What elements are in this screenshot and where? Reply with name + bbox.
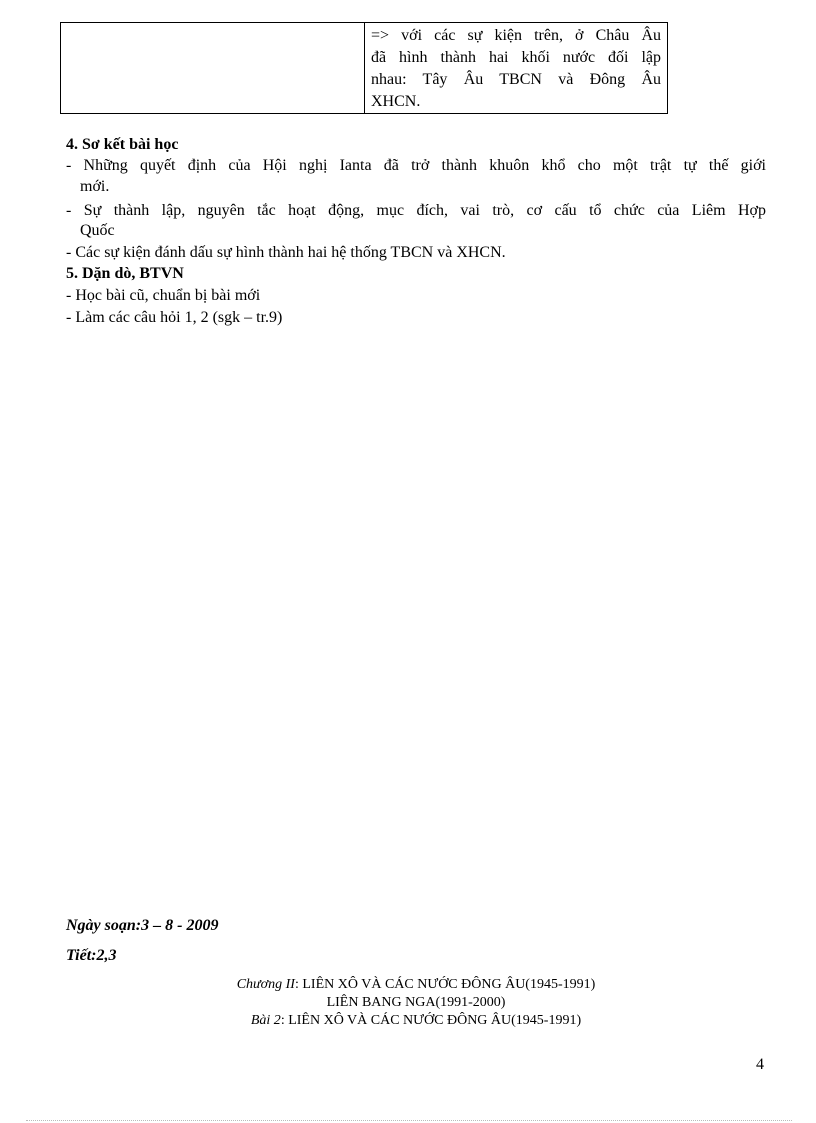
table-right-cell [365, 23, 668, 114]
chapter-title-text: : LIÊN XÔ VÀ CÁC NƯỚC ĐÔNG ÂU(1945-1991) [294, 977, 596, 992]
cell-line-1: => với các sự kiện trên, ở Châu Âu [371, 27, 661, 44]
cell-line-2: đã hình thành hai khối nước đối lập [371, 49, 661, 66]
period-label: Tiết:2,3 [66, 947, 117, 964]
chapter-title [0, 976, 816, 994]
page-bottom-divider [26, 1120, 792, 1121]
section-4-heading: 4. Sơ kết bài học [66, 136, 179, 153]
section-5-heading: 5. Dặn dò, BTVN [66, 265, 184, 282]
section-4-item-1-line-2: mới. [80, 178, 110, 195]
cell-line-3: nhau: Tây Âu TBCN và Đông Âu [371, 71, 661, 88]
summary-table [60, 22, 668, 114]
cell-line-4: XHCN. [371, 93, 421, 110]
chapter-subtitle: LIÊN BANG NGA(1991-2000) [326, 995, 506, 1010]
lesson-title [0, 1012, 816, 1030]
chapter-prefix: Chương II [236, 977, 295, 992]
section-4-item-2-line-1: - Sự thành lập, nguyên tắc hoạt động, mục đích, vai trò, cơ cấu tổ chức của Liêm Hợp [66, 202, 766, 219]
section-5-item-1: - Học bài cũ, chuẩn bị bài mới [66, 287, 261, 304]
section-4-item-3: - Các sự kiện đánh dấu sự hình thành hai hệ thống TBCN và XHCN. [66, 244, 506, 261]
lesson-prefix: Bài 2 [250, 1013, 281, 1028]
prep-date: Ngày soạn:3 – 8 - 2009 [66, 917, 219, 934]
page-number: 4 [756, 1056, 764, 1073]
section-4-item-1-line-1: - Những quyết định của Hội nghị Ianta đã trở thành khuôn khổ cho một trật tự thế giới [66, 157, 766, 174]
section-5-item-2: - Làm các câu hỏi 1, 2 (sgk – tr.9) [66, 309, 283, 326]
lesson-title-text: : LIÊN XÔ VÀ CÁC NƯỚC ĐÔNG ÂU(1945-1991) [280, 1013, 582, 1028]
table-left-cell [61, 23, 365, 114]
section-4-item-2-line-2: Quốc [80, 222, 115, 239]
